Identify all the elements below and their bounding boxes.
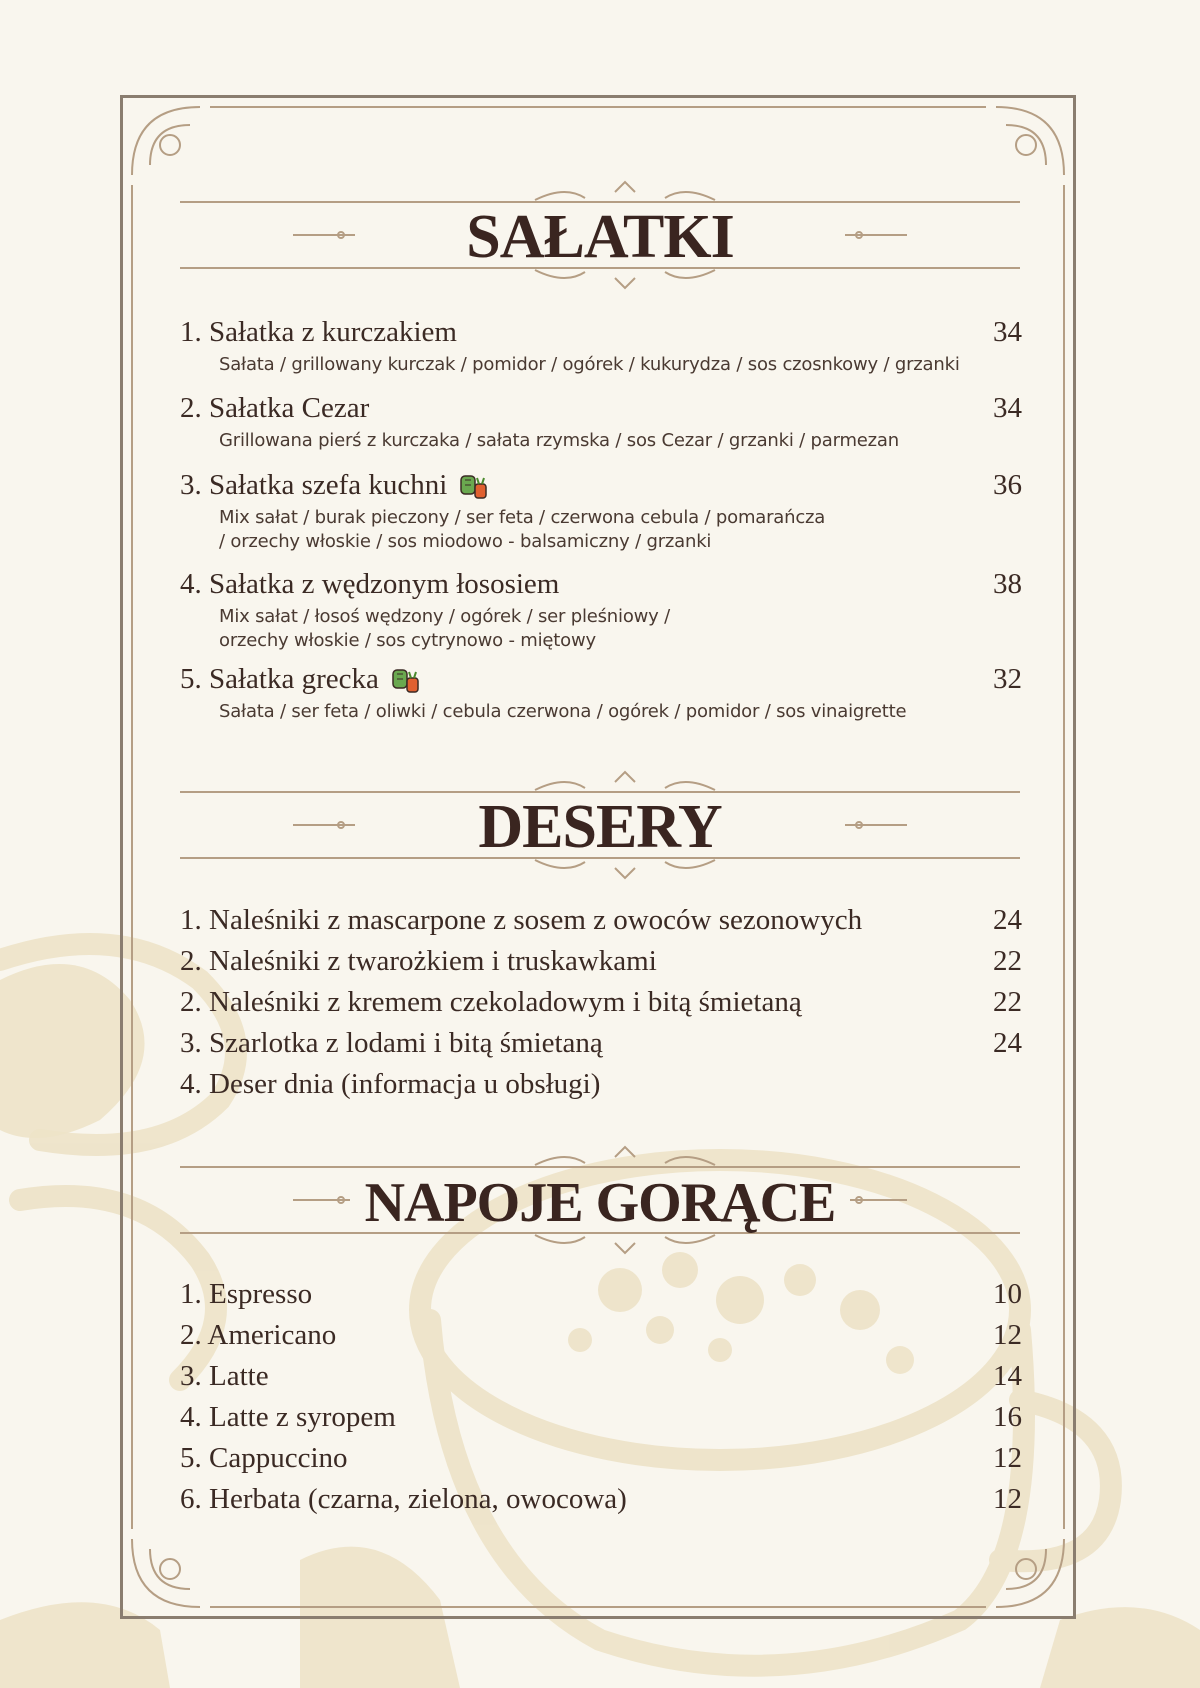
item-name: 1. Sałatka z kurczakiem — [180, 316, 457, 348]
vegetables-icon — [457, 468, 491, 502]
menu-item — [180, 392, 1022, 453]
item-name: 5. Sałatka grecka — [180, 662, 379, 695]
menu-item — [180, 1319, 1022, 1352]
menu-item — [180, 662, 1022, 724]
menu-item — [180, 568, 1022, 653]
menu-item — [180, 904, 1022, 937]
menu-item — [180, 316, 1022, 377]
item-name: 5. Cappuccino — [180, 1442, 348, 1474]
item-price: 24 — [993, 904, 1022, 936]
item-name: 3. Sałatka szefa kuchni — [180, 468, 448, 501]
menu-item — [180, 986, 1022, 1019]
item-name: 1. Naleśniki z mascarpone z sosem z owoców sezonowych — [180, 904, 863, 936]
item-price: 22 — [993, 986, 1022, 1018]
item-price: 32 — [993, 662, 1022, 695]
item-price: 10 — [993, 1278, 1022, 1310]
section-title: SAŁATKI — [466, 203, 734, 271]
item-description: Mix sałat / łosoś wędzony / ogórek / ser pleśniowy / — [219, 606, 670, 627]
section-heading-napoje-gorace — [175, 1145, 1025, 1255]
item-price: 34 — [993, 316, 1022, 348]
section-title: DESERY — [478, 793, 722, 861]
item-name: 3. Latte — [180, 1360, 269, 1392]
item-name: 2. Sałatka Cezar — [180, 392, 370, 424]
section-title: NAPOJE GORĄCE — [364, 1172, 836, 1234]
menu-item — [180, 1068, 1022, 1101]
menu-item — [180, 945, 1022, 978]
item-name-with-icon — [180, 662, 423, 696]
menu-item — [180, 1442, 1022, 1475]
item-price: 16 — [993, 1401, 1022, 1433]
item-description: / orzechy włoskie / sos miodowo - balsamiczny / grzanki — [219, 531, 712, 552]
item-price: 38 — [993, 568, 1022, 600]
item-description: Sałata / grillowany kurczak / pomidor / ogórek / kukurydza / sos czosnkowy / grzanki — [219, 354, 960, 375]
item-name: 1. Espresso — [180, 1278, 313, 1310]
item-name-with-icon — [180, 468, 491, 502]
item-name: 3. Szarlotka z lodami i bitą śmietaną — [180, 1027, 603, 1059]
item-description: orzechy włoskie / sos cytrynowo - miętowy — [219, 630, 596, 651]
item-name: 4. Latte z syropem — [180, 1401, 396, 1433]
item-name: 2. Naleśniki z kremem czekoladowym i bitą śmietaną — [180, 986, 802, 1018]
menu-item — [180, 1360, 1022, 1393]
section-heading-desery — [175, 770, 1025, 880]
item-name: 6. Herbata (czarna, zielona, owocowa) — [180, 1483, 627, 1515]
item-name: 2. Americano — [180, 1319, 337, 1351]
item-price: 12 — [993, 1483, 1022, 1515]
section-heading-salatki — [175, 180, 1025, 290]
item-price: 12 — [993, 1319, 1022, 1351]
menu-item — [180, 1483, 1022, 1516]
menu-item — [180, 468, 1022, 554]
item-name: 4. Deser dnia (informacja u obsługi) — [180, 1068, 601, 1100]
item-price: 14 — [993, 1360, 1022, 1392]
menu-item — [180, 1401, 1022, 1434]
item-description: Mix sałat / burak pieczony / ser feta / czerwona cebula / pomarańcza — [219, 507, 826, 528]
item-description: Sałata / ser feta / oliwki / cebula czerwona / ogórek / pomidor / sos vinaigrette — [219, 701, 907, 722]
item-name: 2. Naleśniki z twarożkiem i truskawkami — [180, 945, 657, 977]
item-description: Grillowana pierś z kurczaka / sałata rzymska / sos Cezar / grzanki / parmezan — [219, 430, 899, 451]
menu-item — [180, 1278, 1022, 1311]
menu-item — [180, 1027, 1022, 1060]
item-price: 24 — [993, 1027, 1022, 1059]
item-price: 22 — [993, 945, 1022, 977]
item-price: 34 — [993, 392, 1022, 424]
item-price: 36 — [993, 468, 1022, 501]
item-price: 12 — [993, 1442, 1022, 1474]
item-name: 4. Sałatka z wędzonym łososiem — [180, 568, 560, 600]
vegetables-icon — [389, 662, 423, 696]
